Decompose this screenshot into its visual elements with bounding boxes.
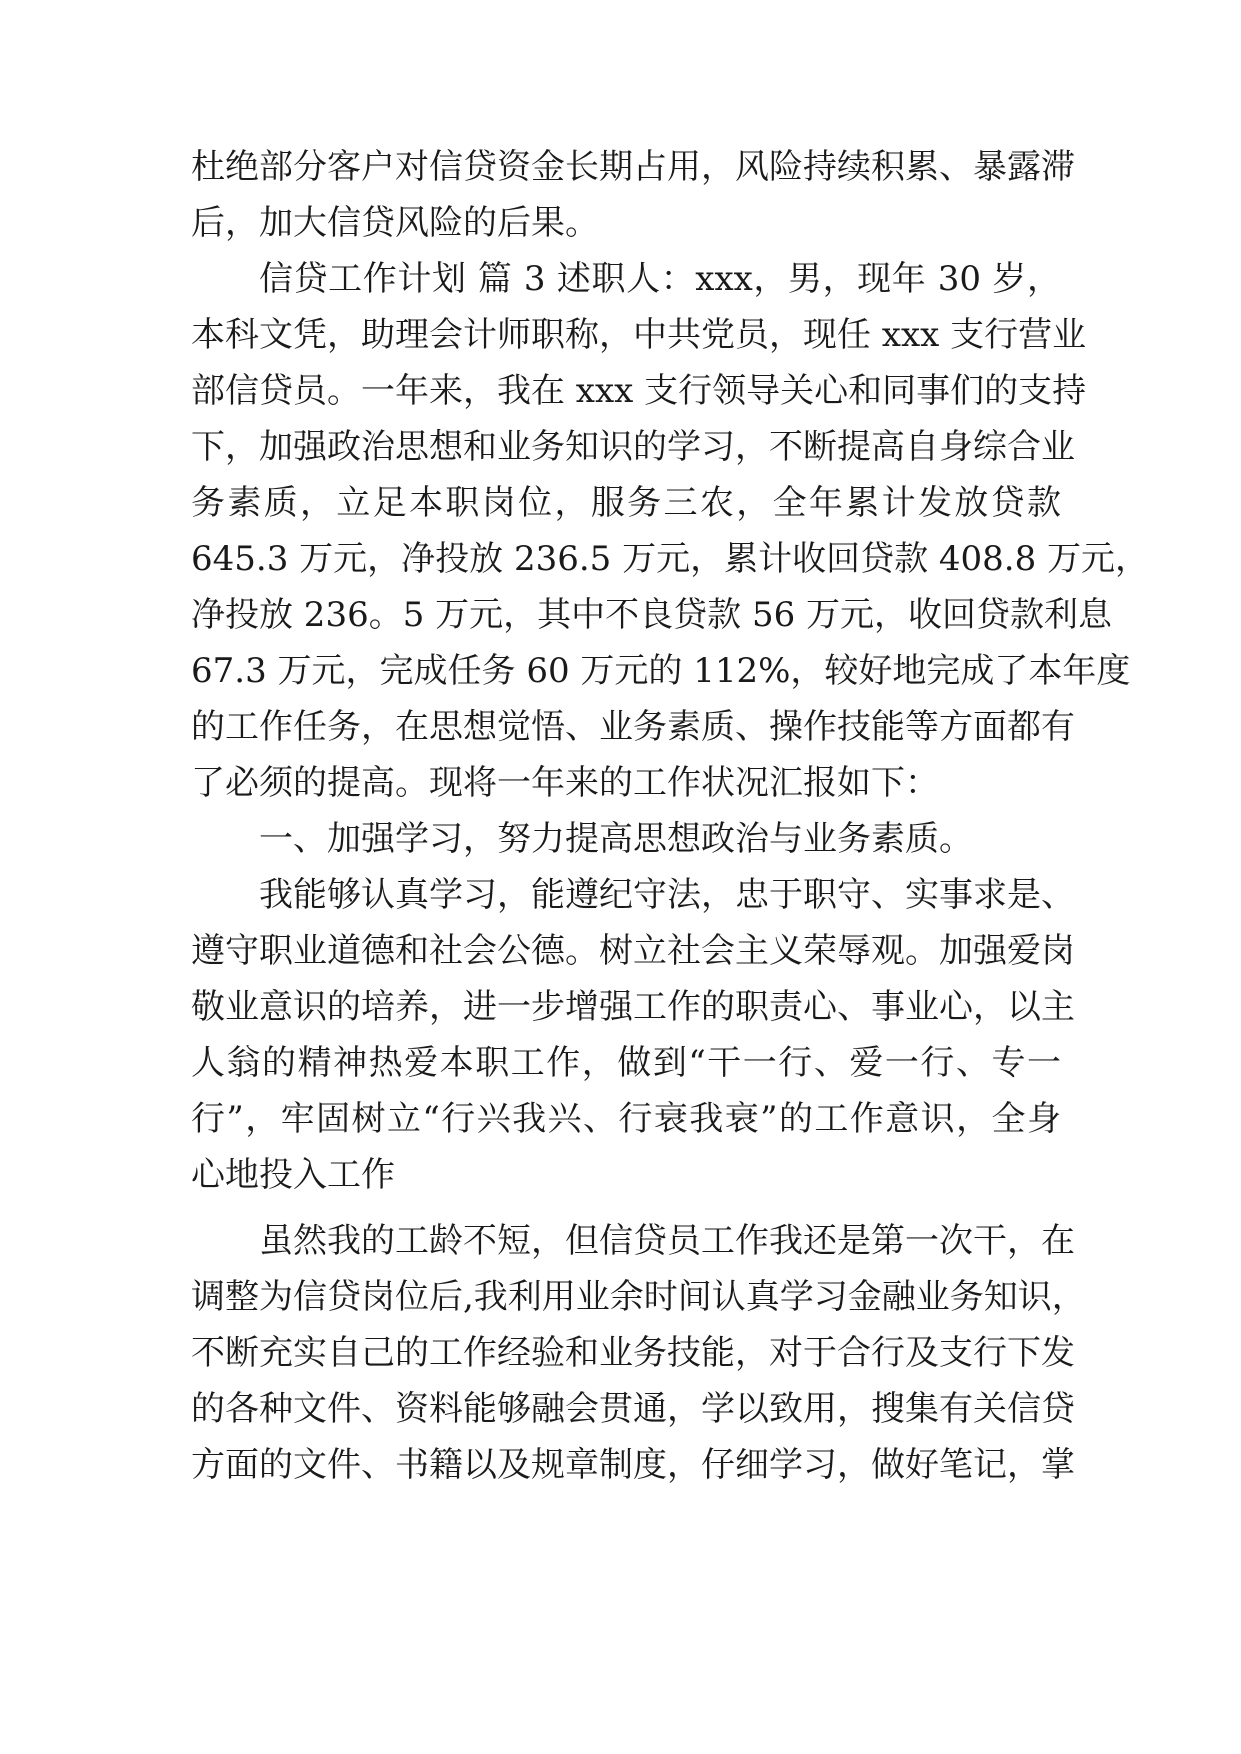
text-line: 后，加大信贷风险的后果。 (191, 203, 599, 243)
text-line: 务素质，立足本职岗位，服务三农，全年累计发放贷款 (191, 483, 1061, 523)
text-line: 的工作任务，在思想觉悟、业务素质、操作技能等方面都有 (191, 707, 1075, 747)
text-line: 心地投入工作 (191, 1155, 395, 1195)
text-line: 信贷工作计划 篇 3 述职人：xxx，男，现年 30 岁， (259, 259, 1061, 299)
section-heading: 一、加强学习，努力提高思想政治与业务素质。 (259, 819, 973, 859)
text-line: 的各种文件、资料能够融会贯通，学以致用，搜集有关信贷 (191, 1389, 1075, 1429)
text-line: 杜绝部分客户对信贷资金长期占用，风险持续积累、暴露滞 (191, 147, 1075, 187)
text-line: 645.3 万元，净投放 236.5 万元，累计收回贷款 408.8 万元， (191, 539, 1150, 579)
text-line: 遵守职业道德和社会公德。树立社会主义荣辱观。加强爱岗 (191, 931, 1075, 971)
text-line: 方面的文件、书籍以及规章制度，仔细学习，做好笔记，掌 (191, 1445, 1075, 1485)
text-line: 不断充实自己的工作经验和业务技能，对于合行及支行下发 (191, 1333, 1075, 1373)
text-line: 虽然我的工龄不短，但信贷员工作我还是第一次干，在 (259, 1221, 1075, 1261)
text-line: 我能够认真学习，能遵纪守法，忠于职守、实事求是、 (259, 875, 1075, 915)
text-line: 净投放 236。5 万元，其中不良贷款 56 万元，收回贷款利息 (191, 595, 1113, 635)
text-line: 本科文凭，助理会计师职称，中共党员，现任 xxx 支行营业 (191, 315, 1087, 355)
text-line: 了必须的提高。现将一年来的工作状况汇报如下： (191, 763, 939, 803)
text-line: 人翁的精神热爱本职工作，做到“干一行、爱一行、专一 (191, 1043, 1061, 1083)
text-line: 敬业意识的培养，进一步增强工作的职责心、事业心，以主 (191, 987, 1075, 1027)
text-line: 部信贷员。一年来，我在 xxx 支行领导关心和同事们的支持 (191, 371, 1087, 411)
text-line: 行”，牢固树立“行兴我兴、行衰我衰”的工作意识，全身 (191, 1099, 1061, 1139)
text-line: 下，加强政治思想和业务知识的学习，不断提高自身综合业 (191, 427, 1075, 467)
text-line: 67.3 万元，完成任务 60 万元的 112%，较好地完成了本年度 (191, 651, 1131, 691)
text-line: 调整为信贷岗位后,我利用业余时间认真学习金融业务知识， (191, 1277, 1086, 1317)
